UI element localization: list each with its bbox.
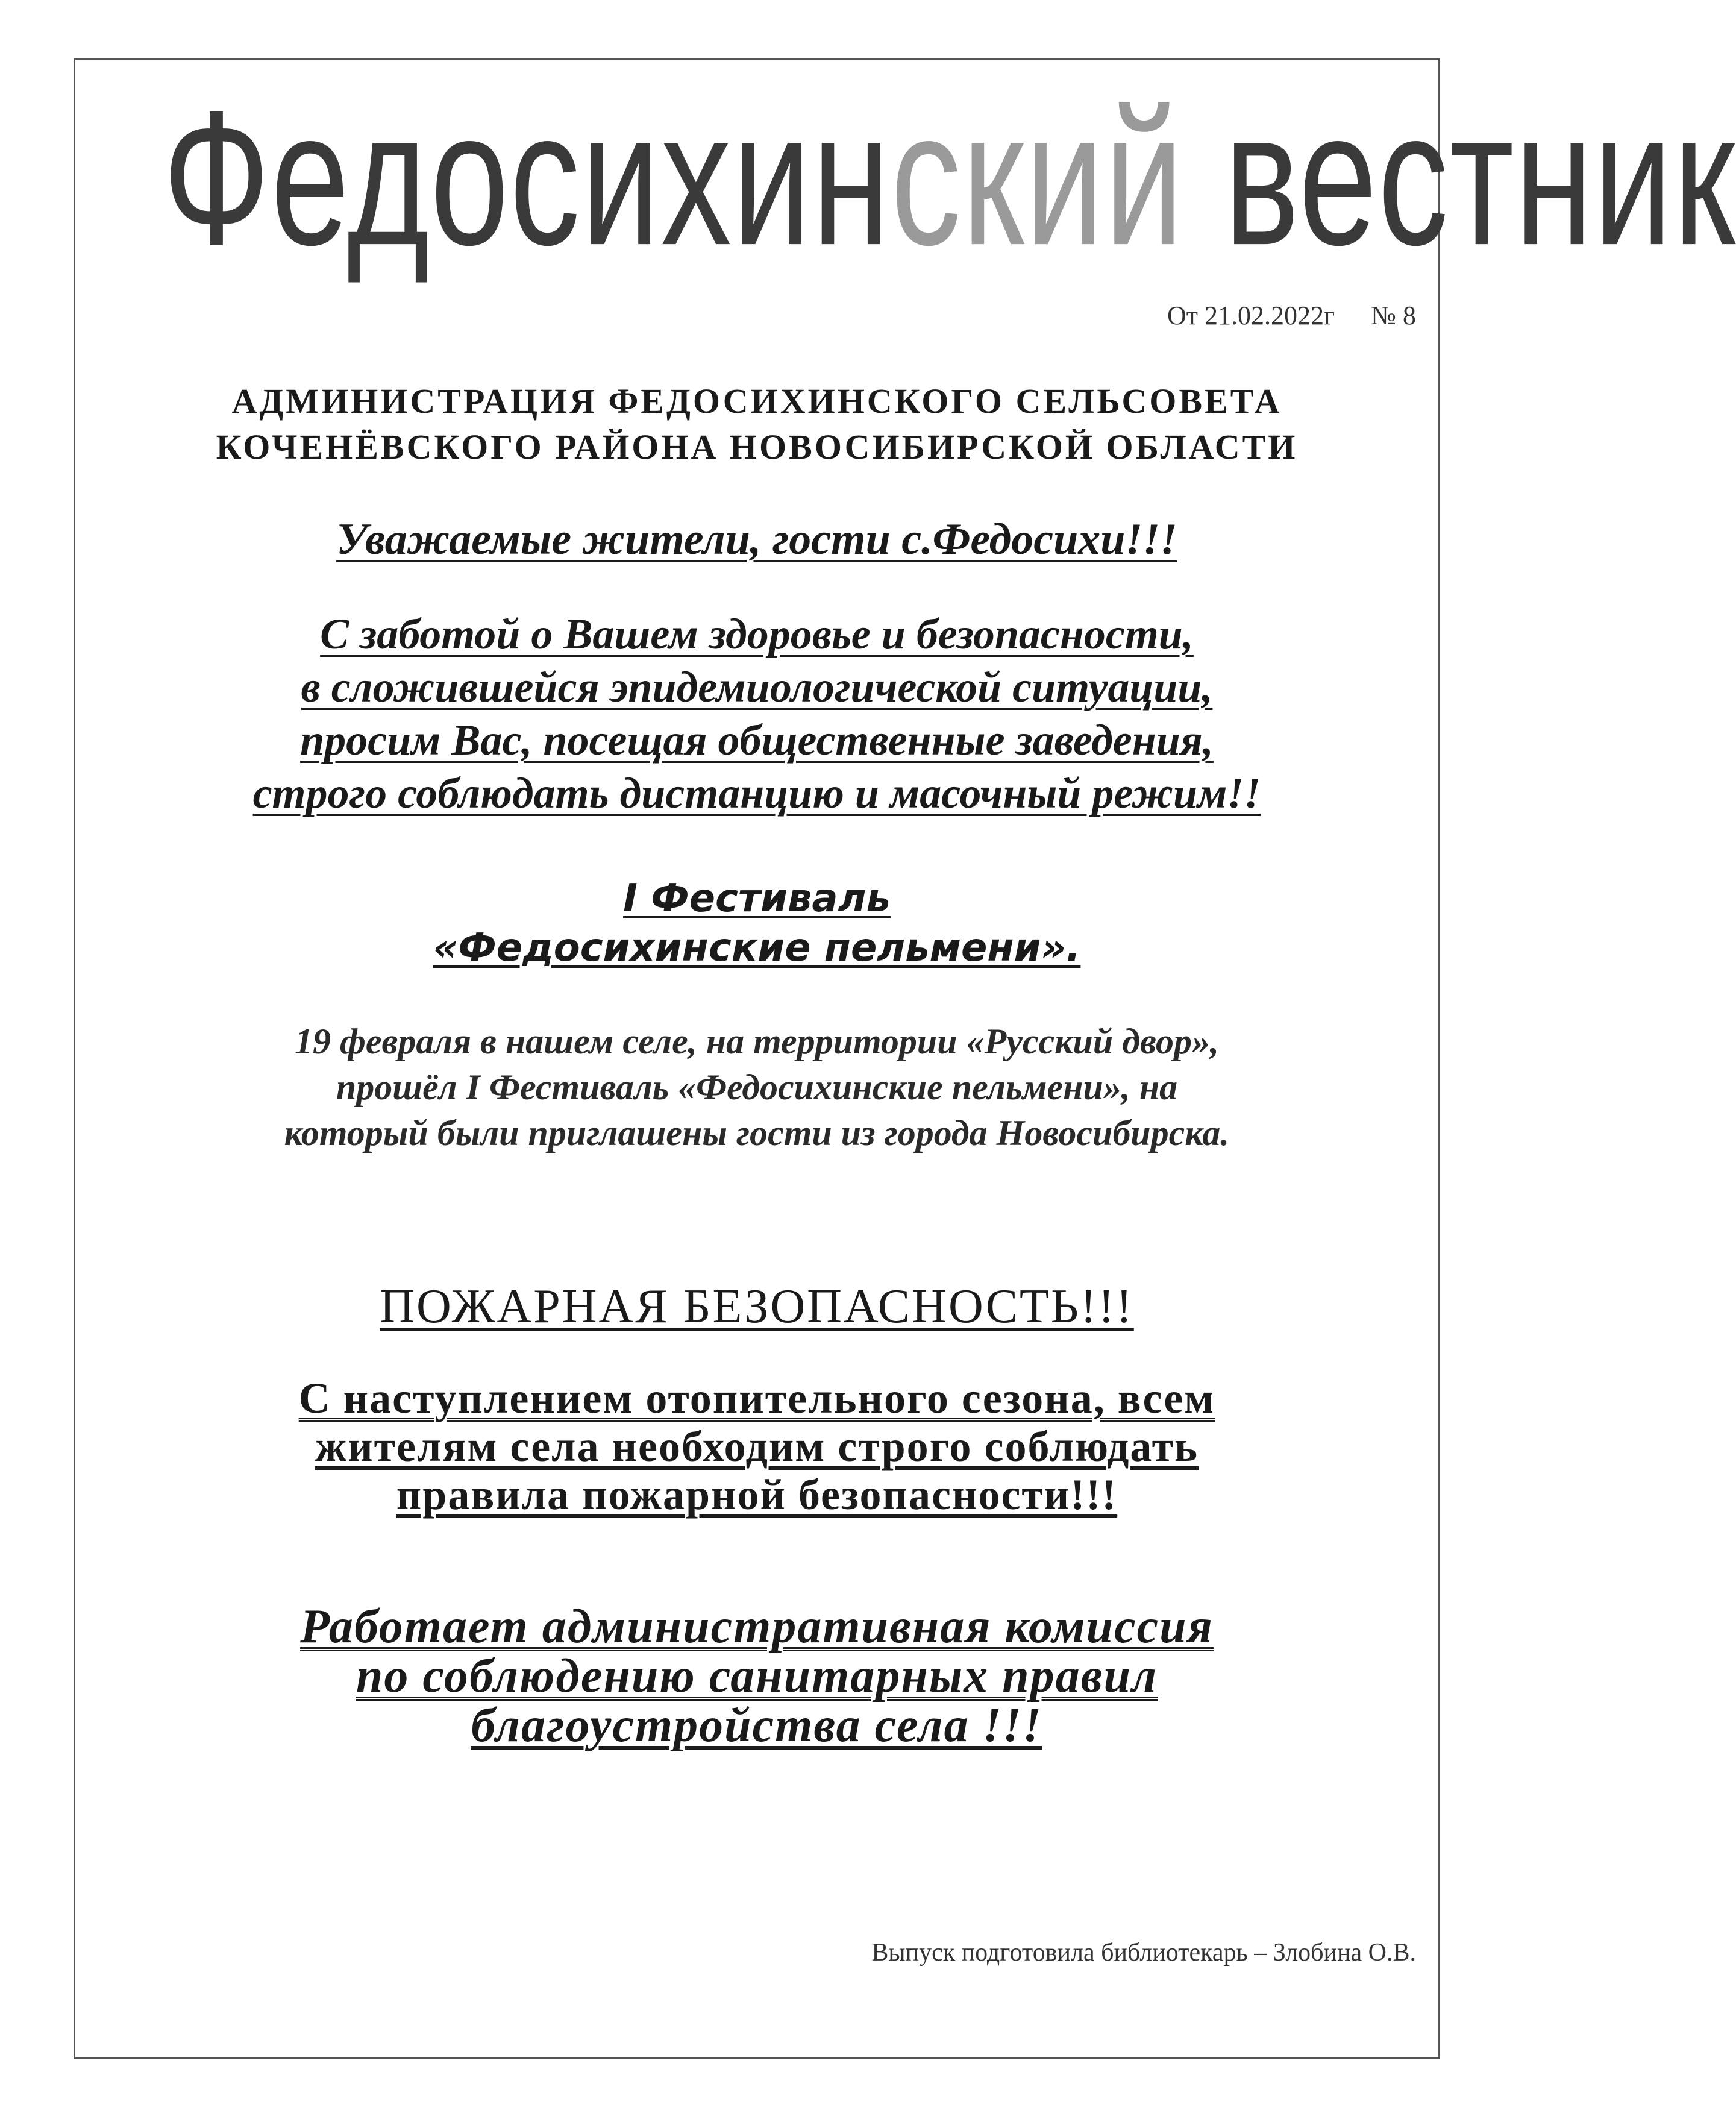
covid-line-3: просим Вас, посещая общественные заведения, [300,716,1214,764]
admin-line-1: АДМИНИСТРАЦИЯ ФЕДОСИХИНСКОГО СЕЛЬСОВЕТА [231,381,1282,421]
covid-line-1: С заботой о Вашем здоровье и безопасности, [320,610,1194,658]
covid-notice [74,608,1440,820]
greeting-heading: Уважаемые жители, гости с.Федосихи!!! [336,515,1177,564]
covid-line-2: в сложившейся эпидемиологической ситуации, [301,663,1213,711]
covid-line-4: строго соблюдать дистанцию и масочный режим!! [252,769,1261,817]
issue-date: От 21.02.2022г [1167,301,1335,330]
fire-line-2: жителям села необходим строго соблюдать [315,1422,1199,1471]
fire-line-3: правила пожарной безопасности!!! [396,1471,1118,1519]
issue-info [1167,300,1416,331]
admin-line-2: КОЧЕНЁВСКОГО РАЙОНА НОВОСИБИРСКОЙ ОБЛАСТИ [216,427,1298,466]
festival-text-line-3: который были приглашены гости из города Новосибирска. [284,1113,1230,1153]
administration-header [74,378,1440,470]
festival-text [74,1019,1440,1156]
masthead-title [163,70,1736,285]
masthead-part-3: вестник [1184,70,1736,285]
issue-number: № 8 [1371,301,1416,330]
commission-notice [74,1602,1440,1750]
festival-title-line-2: «Федосихинские пельмени». [433,926,1081,970]
festival-text-line-1: 19 февраля в нашем селе, на территории «Русский двор», [294,1022,1220,1061]
masthead-part-2: ский [891,70,1185,285]
fire-safety-text [74,1374,1440,1519]
festival-text-line-2: прошёл I Фестиваль «Федосихинские пельмени», на [336,1067,1178,1107]
issue-credit: Выпуск подготовила библиотекарь – Злобина О.В. [871,1939,1416,1967]
fire-line-1: С наступлением отопительного сезона, всем [298,1374,1215,1422]
commission-line-3: благоустройства села !!! [471,1699,1042,1752]
commission-line-2: по соблюдению санитарных правил [356,1650,1158,1703]
fire-safety-title: ПОЖАРНАЯ БЕЗОПАСНОСТЬ!!! [380,1280,1134,1333]
festival-title [74,874,1440,973]
masthead-part-1: Федосихин [163,70,891,285]
festival-title-line-1: I Фестиваль [623,876,891,921]
commission-line-1: Работает административная комиссия [300,1600,1214,1653]
